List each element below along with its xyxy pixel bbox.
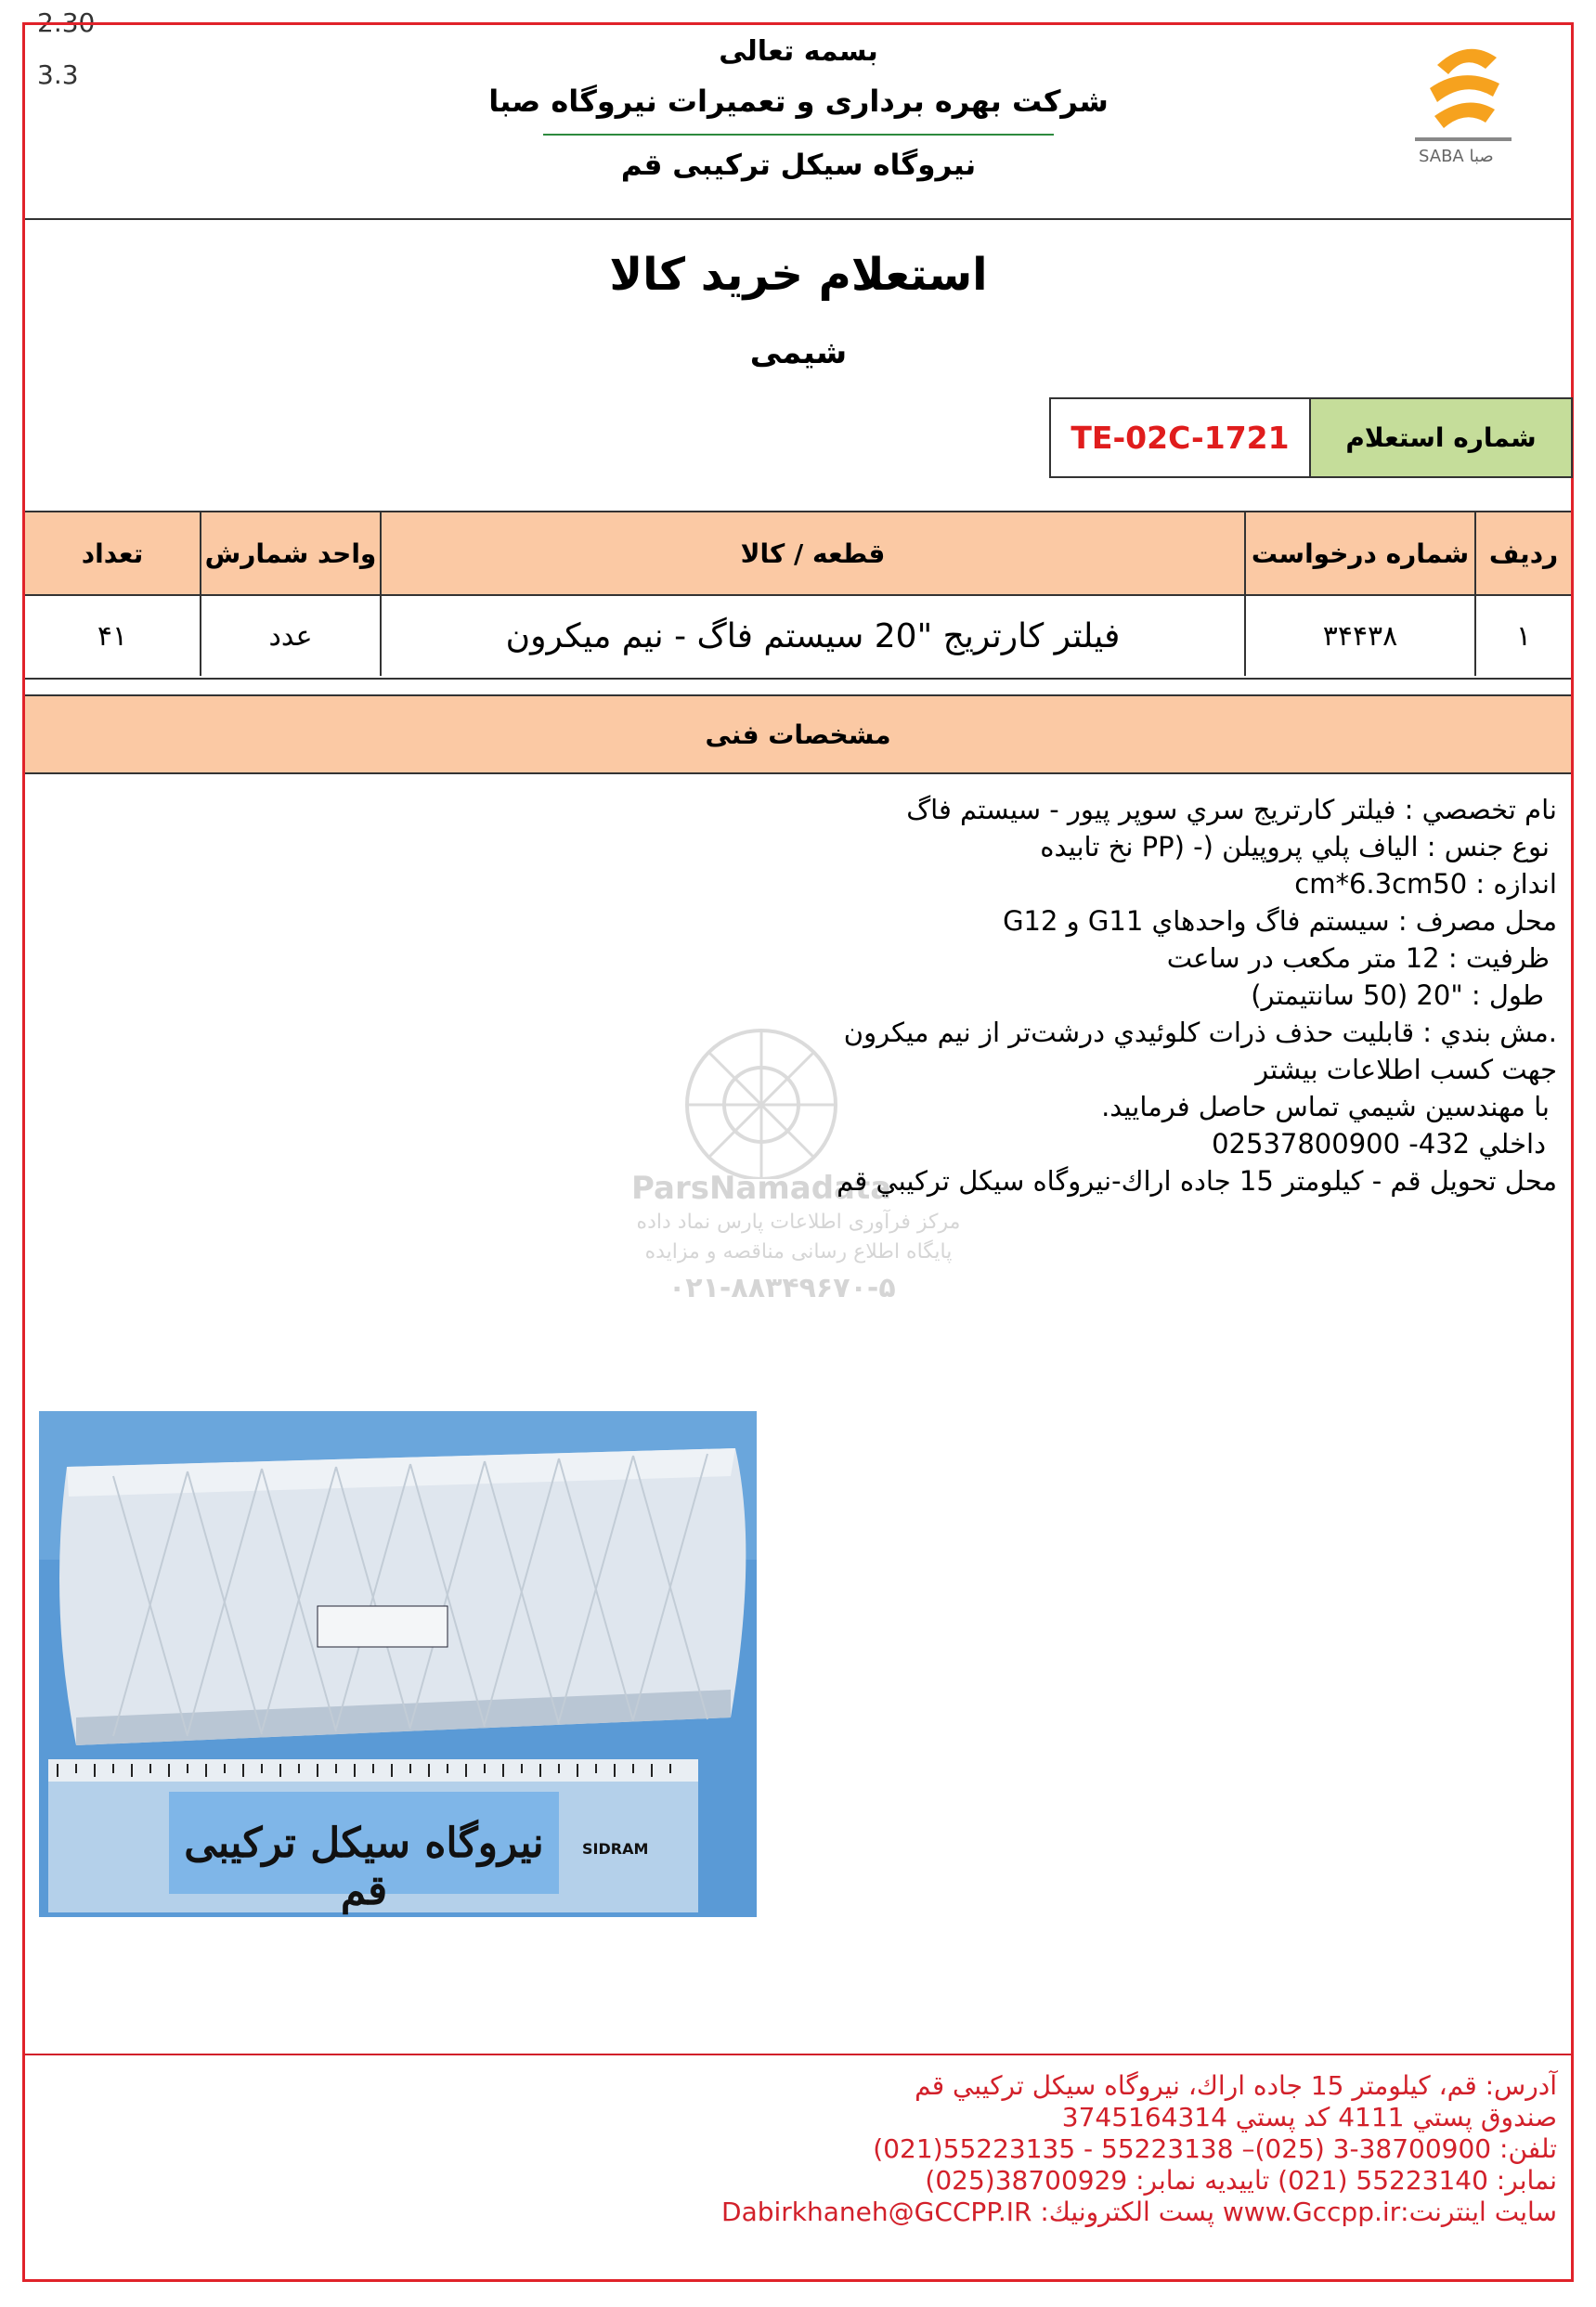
inquiry-label: شماره استعلام [1345,422,1537,453]
spec-line: محل مصرف : سيستم فاگ واحدهاي G11 و G12 [1003,905,1557,937]
table-cell-request: ۳۴۴۳۸ [1246,596,1476,676]
footer-fax: نمابر: 55223140 (021) تاييديه نمابر: 38700929(025) [925,2165,1557,2196]
spec-line: نام تخصصي : فيلتر كارتريج سري سوپر پيور - سيستم فاگ [906,794,1557,825]
bismillah: بسمه تعالی [719,35,878,68]
footer-address: آدرس: قم، كيلومتر 15 جاده اراك، نيروگاه سيكل تركيبي قم [915,2070,1557,2101]
plant-name: نیروگاه سیکل ترکیبی قم [620,149,977,182]
watermark-line-1: مرکز فرآوری اطلاعات پارس نماد داده [636,1211,961,1234]
watermark-phone: ۰۲۱-۸۸۳۴۹۶۷۰-۵ [668,1272,896,1304]
page-title: استعلام خرید کالا [609,249,988,301]
watermark-brand: ParsNamadata [631,1170,892,1207]
spec-line: طول : "20 (50 سانتيمتر) [1251,979,1544,1011]
table-cell-item: فیلتر کارتریج "20 سیستم فاگ - نیم میکرون [382,596,1246,676]
inquiry-label-box [1311,397,1573,478]
photo-label-text: نیروگاه سیکل ترکیبی قم [184,1820,544,1914]
product-photo [39,1411,757,1917]
items-table [25,511,1571,680]
spec-line: .مش بندي : قابليت حذف ذرات كلوئيدي درشت‌تر از نيم ميكرون [843,1017,1557,1048]
col-header-unit: واحد شمارش [201,512,382,594]
inquiry-number: TE-02C-1721 [1070,420,1290,456]
spec-line: داخلي 432- 02537800900 [1212,1128,1546,1160]
spec-line: نوع جنس : الياف پلي پروپيلن (- (PP نخ تابيده [1040,831,1550,862]
footer-web-email: سايت اينترنت:www.Gccpp.ir پست الكترونيك: Dabirkhaneh@GCCPP.IR [721,2197,1557,2227]
footer-divider [25,2054,1571,2055]
table-cell-unit: عدد [201,596,382,676]
page-subtitle: شیمی [749,334,848,371]
table-cell-qty: ۴۱ [25,596,201,676]
company-name: شرکت بهره برداری و تعمیرات نیروگاه صبا [488,84,1109,119]
col-header-row: ردیف [1476,512,1571,594]
spec-line: با مهندسين شيمي تماس حاصل فرماييد. [1101,1091,1550,1122]
spec-line: جهت كسب اطلاعات بيشتر [1255,1054,1557,1085]
footer-postal: صندوق پستي 4111 كد پستي 3745164314 [1061,2102,1557,2132]
footer-phone: تلفن: 38700900-3 (025)– 55223138 - 55223135(021) [873,2133,1557,2164]
header-divider [25,218,1571,220]
col-header-request: شماره درخواست [1246,512,1476,594]
col-header-item: قطعه / کالا [382,512,1246,594]
table-cell-row: ۱ [1515,619,1532,653]
spec-line: اندازه : cm*6.3cm50 [1294,868,1557,900]
page-number-2: 3.3 [37,59,79,90]
spec-line: محل تحويل قم - كيلومتر 15 جاده اراك-نيروگاه سيكل تركيبي قم [837,1165,1557,1197]
page-number-1: 2.30 [37,7,96,38]
header-underline [543,134,1054,136]
saba-logo [1393,37,1532,167]
col-header-qty: تعداد [25,512,201,594]
watermark-line-2: پایگاه اطلاع رسانی مناقصه و مزایده [644,1240,953,1264]
specs-heading: مشخصات فنی [25,694,1571,774]
saba-logo-icon [1393,37,1532,167]
photo-tag-text: SIDRAM [582,1840,649,1858]
logo-text: SABA صبا [1419,147,1494,166]
spec-line: ظرفيت : 12 متر مكعب در ساعت [1166,942,1550,974]
inquiry-number-box [1049,397,1311,478]
